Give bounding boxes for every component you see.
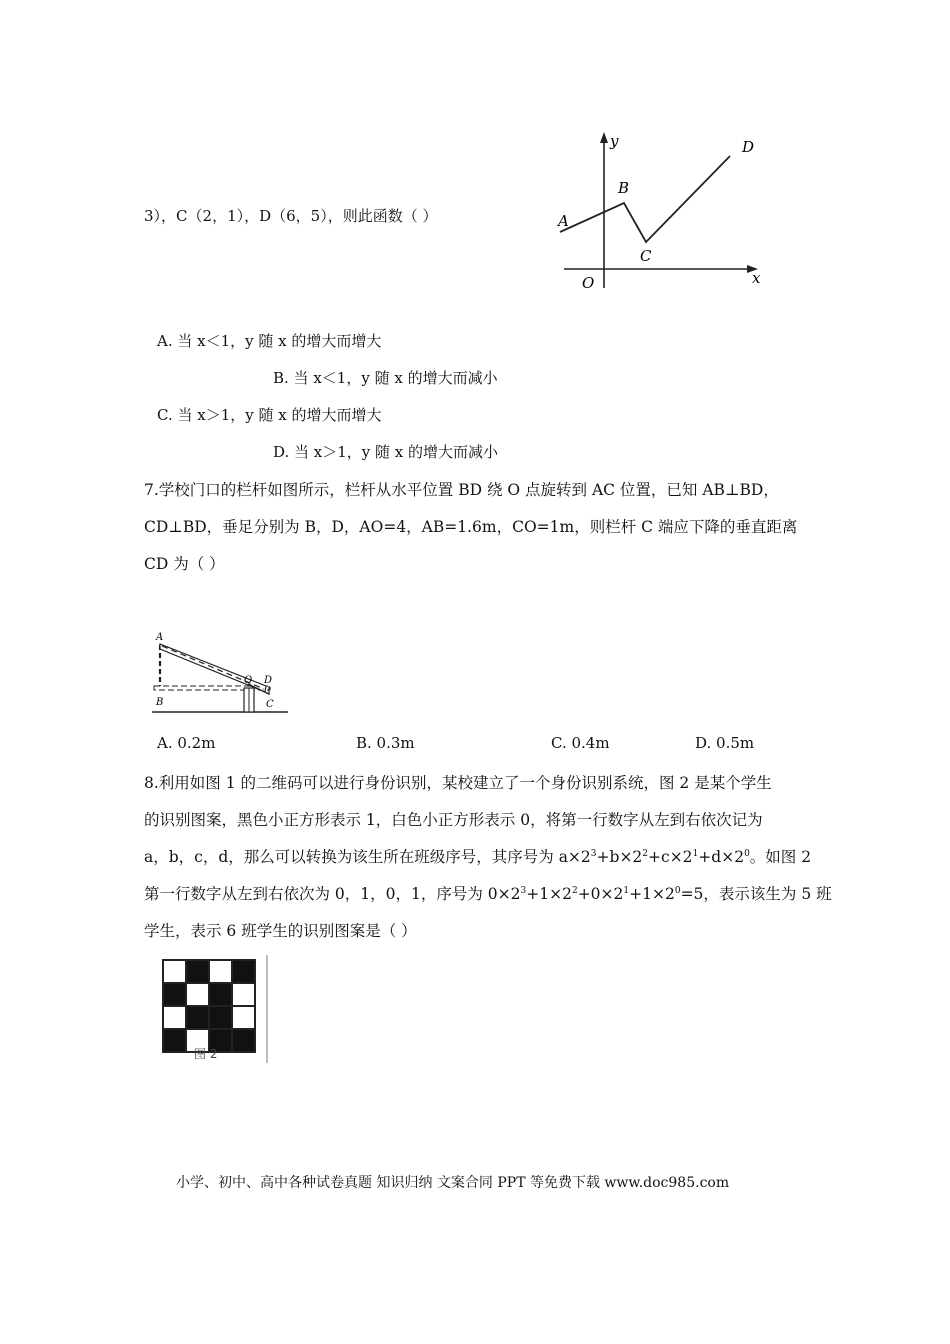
label-b: B [156, 697, 164, 708]
function-line [560, 156, 730, 242]
footer-text: 小学、初中、高中各种试卷真题 知识归纳 文案合同 PPT 等免费下载 www.doc985.com [176, 1175, 730, 1191]
q7-stem-line-1: 7.学校门口的栏杆如图所示，栏杆从水平位置 BD 绕 O 点旋转到 AC 位置，已知 AB⊥BD， [144, 481, 779, 499]
y-axis-arrow [600, 132, 608, 143]
grid-cell [163, 960, 186, 983]
point-a-label: A [558, 212, 569, 230]
q7-stem-line-2: CD⊥BD，垂足分别为 B，D，AO=4，AB=1.6m，CO=1m，则栏杆 C 端应下降的垂直距离 [144, 518, 798, 536]
grid-cell [232, 1006, 255, 1029]
x-label: x [752, 269, 761, 287]
point-b-label: B [618, 179, 630, 197]
grid-cell [186, 1006, 209, 1029]
label-d: D [264, 675, 273, 686]
figure-side-border [266, 955, 268, 1063]
q7-option-a: A. 0.2m [157, 734, 216, 752]
grid-cell [209, 983, 232, 1006]
label-o: O [244, 675, 253, 686]
y-label: y [610, 132, 619, 150]
grid-cell [163, 1006, 186, 1029]
grid-cell [163, 983, 186, 1006]
q7-option-c: C. 0.4m [551, 734, 610, 752]
q6-option-d: D. 当 x＞1，y 随 x 的增大而减小 [273, 443, 499, 461]
q7-barrier-figure [148, 628, 293, 718]
point-d-label: D [742, 138, 755, 156]
grid-cell [186, 960, 209, 983]
q8-stem-line-5: 学生，表示 6 班学生的识别图案是（ ） [144, 922, 417, 940]
q6-function-graph [552, 128, 772, 298]
q7-option-d: D. 0.5m [695, 734, 755, 752]
q8-stem-line-2: 的识别图案，黑色小正方形表示 1，白色小正方形表示 0，将第一行数字从左到右依次记为 [144, 811, 763, 829]
q6-stem-tail: 3），C（2，1），D（6，5），则此函数（ ） [144, 207, 438, 225]
label-a: A [156, 632, 164, 643]
grid-cell [232, 1029, 255, 1052]
grid-cell [232, 983, 255, 1006]
grid-cell [209, 1006, 232, 1029]
point-c-label: C [640, 247, 652, 265]
label-c: C [266, 699, 274, 710]
q8-stem-line-4: 第一行数字从左到右依次为 0，1，0，1，序号为 $0\times 2^3+1\times 2^2+0\times 2^1+1\times 2^0=5$，表示该生为 5 班 [144, 885, 832, 903]
grid-cell [232, 960, 255, 983]
q8-stem-line-3: a，b，c，d，那么可以转换为该生所在班级序号，其序号为 $a\times 2^3+b\times 2^2+c\times 2^1+d\times 2^0$。如图 2 [144, 848, 812, 866]
q8-figure-2 [158, 955, 270, 1063]
grid-cell [163, 1029, 186, 1052]
q7-stem-line-3: CD 为（ ） [144, 555, 225, 573]
q7-option-b: B. 0.3m [356, 734, 415, 752]
figure-2-caption: 图 2 [194, 1047, 218, 1061]
grid-cell [186, 983, 209, 1006]
q6-option-b: B. 当 x＜1，y 随 x 的增大而减小 [273, 369, 498, 387]
grid-cell [209, 960, 232, 983]
origin-label: O [582, 274, 595, 292]
q6-option-a: A. 当 x＜1，y 随 x 的增大而增大 [157, 332, 382, 350]
figure-2-grid [162, 959, 256, 1053]
q8-stem-line-1: 8.利用如图 1 的二维码可以进行身份识别，某校建立了一个身份识别系统，图 2 是某个学生 [144, 774, 772, 792]
q6-option-c: C. 当 x＞1，y 随 x 的增大而增大 [157, 406, 382, 424]
